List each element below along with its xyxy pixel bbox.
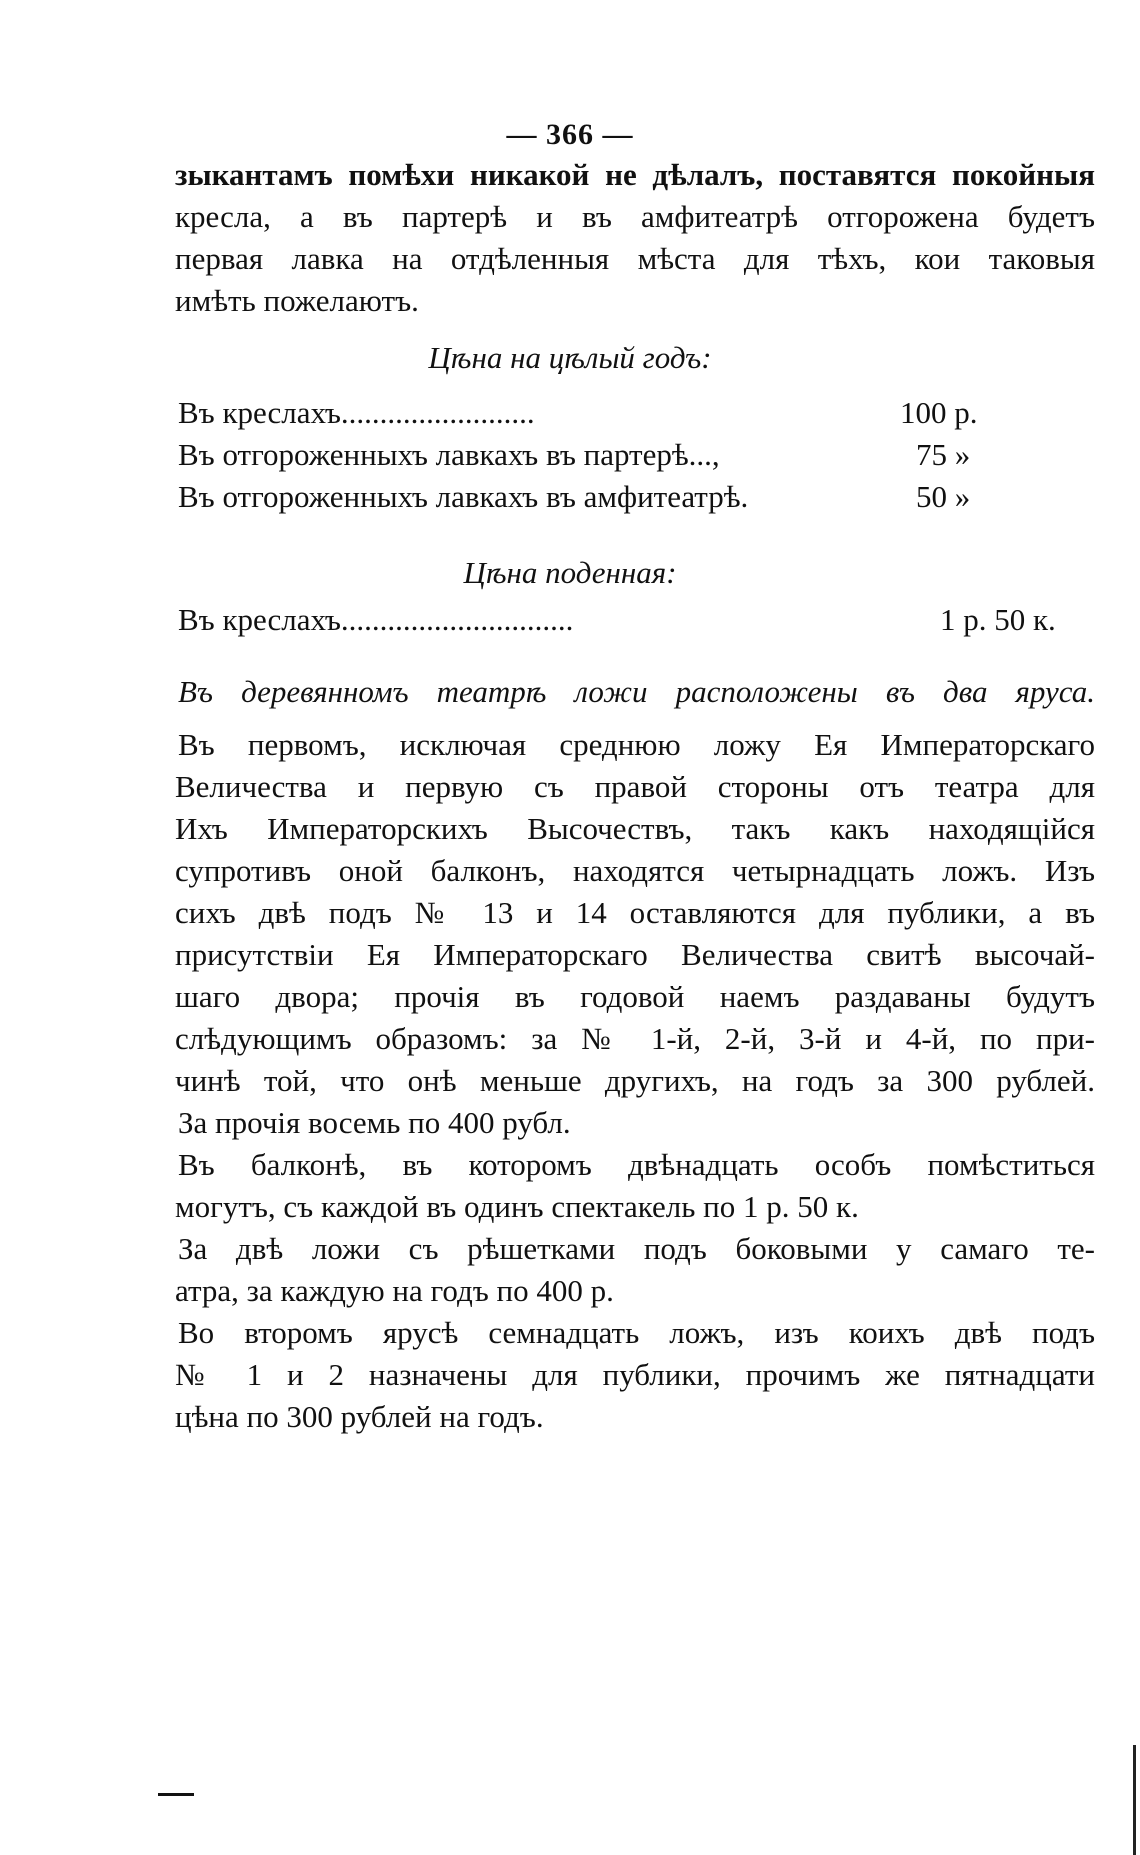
price-label: Въ отгороженныхъ лавкахъ въ партерѣ..., (178, 437, 720, 472)
price-value: 100 р. (900, 395, 978, 430)
body-line: Ихъ Императорскихъ Высочествъ, такъ какъ находящійся (175, 811, 1095, 846)
scan-edge-line (1133, 1745, 1136, 1855)
body-line: шаго двора; прочія въ годовой наемъ раздаваны будутъ (175, 979, 1095, 1014)
body-line: слѣдующимъ образомъ: за № 1-й, 2-й, 3-й и 4-й, по при- (175, 1021, 1095, 1056)
annual-price-row (178, 393, 978, 433)
body-line: атра, за каждую на годъ по 400 р. (175, 1273, 614, 1308)
body-line: сихъ двѣ подъ № 13 и 14 оставляются для публики, а въ (175, 895, 1095, 930)
price-label: Въ креслахъ.............................. (178, 602, 574, 637)
price-label: Въ отгороженныхъ лавкахъ въ амфитеатрѣ. (178, 479, 749, 514)
body-line: могутъ, съ каждой въ одинъ спектакель по 1 р. 50 к. (175, 1189, 859, 1224)
footer-rule (158, 1793, 194, 1796)
body-line: Во второмъ ярусѣ семнадцать ложъ, изъ коихъ двѣ подъ (178, 1315, 1095, 1350)
price-value: 1 р. 50 к. (940, 602, 1056, 637)
body-line: № 1 и 2 назначены для публики, прочимъ же пятнадцати (175, 1357, 1095, 1392)
intro-line-1: зыкантамъ помѣхи никакой не дѣлалъ, поставятся покойныя (175, 157, 1095, 192)
intro-line-2: кресла, а въ партерѣ и въ амфитеатрѣ отгорожена будетъ (175, 199, 1095, 234)
body-line: Въ первомъ, исключая среднюю ложу Ея Императорскаго (178, 727, 1095, 762)
intro-line-4: имѣть пожелаютъ. (175, 283, 419, 318)
annual-price-row (178, 477, 971, 517)
price-label: Въ креслахъ......................... (178, 395, 535, 430)
price-value: 50 » (916, 479, 971, 514)
daily-price-row (178, 600, 1056, 640)
intro-line-3: первая лавка на отдѣленныя мѣста для тѣхъ, кои таковыя (175, 241, 1095, 276)
body-line: За прочія восемь по 400 рубл. (178, 1105, 571, 1140)
daily-price-heading: Цѣна поденная: (463, 555, 677, 590)
page-number: — 366 — (506, 118, 634, 151)
body-line: Величества и первую съ правой стороны отъ театра для (175, 769, 1095, 804)
body-line: супротивъ оной балконъ, находятся четырнадцать ложъ. Изъ (175, 853, 1095, 888)
body-line: За двѣ ложи съ рѣшетками подъ боковыми у самаго те- (178, 1231, 1095, 1266)
annual-price-row (178, 435, 971, 475)
section-heading: Въ деревянномъ театрѣ ложи расположены въ два яруса. (178, 674, 1095, 709)
body-line: Въ балконѣ, въ которомъ двѣнадцать особъ помѣститься (178, 1147, 1095, 1182)
annual-price-heading: Цѣна на цѣлый годъ: (428, 340, 712, 375)
body-line: чинѣ той, что онѣ меньше другихъ, на годъ за 300 рублей. (175, 1063, 1095, 1098)
body-line: присутствіи Ея Императорскаго Величества свитѣ высочай- (175, 937, 1095, 972)
price-value: 75 » (916, 437, 971, 472)
body-line: цѣна по 300 рублей на годъ. (175, 1399, 544, 1434)
